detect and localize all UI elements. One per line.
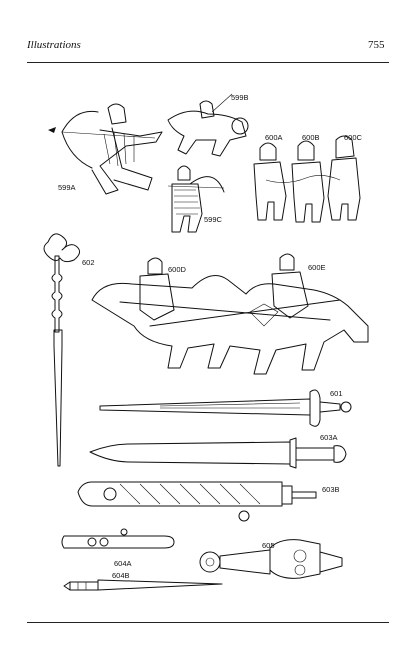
label-604b: 604B — [112, 571, 130, 580]
label-603a: 603A — [320, 433, 338, 442]
label-600e: 600E — [308, 263, 326, 272]
figure-599c — [168, 166, 224, 232]
figure-602 — [44, 234, 95, 466]
label-600a: 600A — [265, 133, 283, 142]
label-603b: 603B — [322, 485, 340, 494]
figure-601 — [100, 389, 351, 426]
figure-599b — [168, 93, 249, 156]
figure-604a — [62, 529, 174, 568]
label-600b: 600B — [302, 133, 320, 142]
label-605: 605 — [262, 541, 275, 550]
figure-603a — [90, 433, 346, 468]
figure-600abc — [254, 133, 363, 222]
label-600c: 600C — [344, 133, 362, 142]
figure-600de — [92, 254, 368, 374]
footer-rule — [27, 622, 389, 623]
label-599c: 599C — [204, 215, 222, 224]
label-602: 602 — [82, 258, 95, 267]
page-number: 755 — [368, 39, 385, 51]
label-601: 601 — [330, 389, 343, 398]
label-599a: 599A — [58, 183, 76, 192]
figure-599a — [48, 104, 162, 194]
running-head: Illustrations — [27, 39, 81, 51]
label-604a: 604A — [114, 559, 132, 568]
figure-604b — [64, 571, 222, 590]
label-600d: 600D — [168, 265, 186, 274]
figure-605 — [200, 540, 342, 579]
label-599b: 599B — [231, 93, 249, 102]
figure-603b — [78, 482, 340, 521]
